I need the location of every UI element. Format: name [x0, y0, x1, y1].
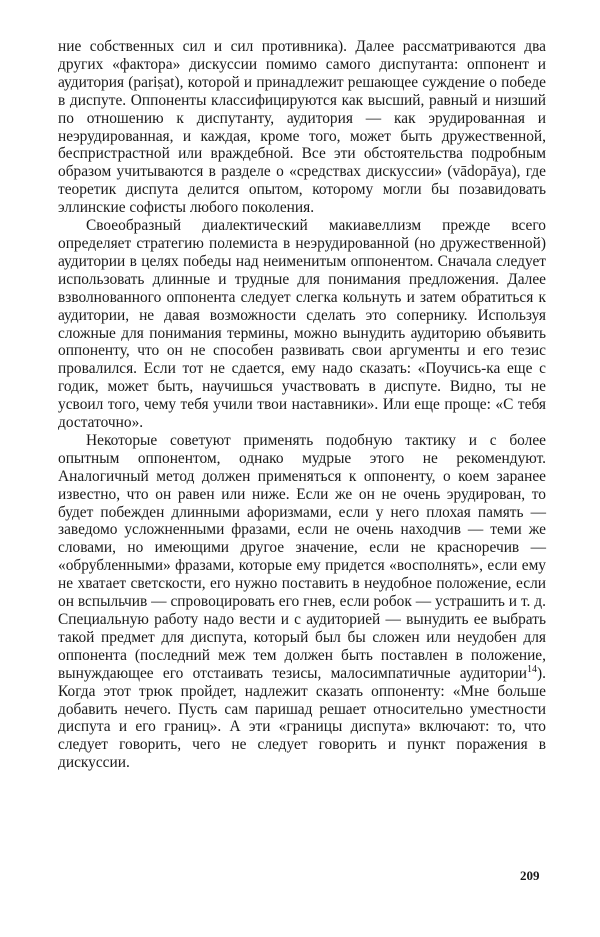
page-body: [58, 38, 546, 772]
page-number: 209: [520, 868, 540, 883]
paragraph-1: ние собственных сил и сил противника). Далее рассматриваются два других «фактора» дискуссии помимо самого диспутанта: оппонент и аудитория (pariṣat), которой и принадлежит решающее суждение о победе в диспуте. Оппоненты классифицируются как высший, равный и низший по отношению к диспутанту, аудитория — как эрудированная и неэрудированная, и каждая, кроме того, может быть дружественной, беспристрастной или враждебной. Все эти обстоятельства подробным образом учитываются в разделе о «средствах дискуссии» (vādopāya), где теоретик диспута делится опытом, которому могли бы позавидовать эллинские софисты любого поколения.: [58, 38, 546, 217]
paragraph-2: Своеобразный диалектический макиавеллизм прежде всего определяет стратегию полемиста в неэрудированной (но дружественной) аудитории в целях победы над неименитым оппонентом. Сначала следует использовать длинные и трудные для понимания предложения. Далее взволнованного оппонента следует слегка кольнуть и затем обратиться к аудитории, не давая возможности сделать это сопернику. Используя сложные для понимания термины, можно вынудить аудиторию объявить оппоненту, что он не способен развивать свои аргументы и его тезис провалился. Если тот не сдается, ему надо сказать: «Поучись-ка еще с годик, может быть, научишься участвовать в диспуте. Видно, ты не усвоил того, чему тебя учили твои наставники». Или еще проще: «С тебя достаточно».: [58, 217, 546, 432]
paragraph-3: [58, 432, 546, 772]
footnote-marker: 14: [527, 663, 538, 675]
paragraph-3-text-after: ). Когда этот трюк пройдет, надлежит сказать оппоненту: «Мне больше добавить нечего. Пусть сам паришад решает относительно уместности диспута и его границ». А эти «границы диспута» включают: то, что следует говорить, чего не следует говорить и пункт поражения в дискуссии.: [58, 664, 546, 772]
paragraph-3-text-before: Некоторые советуют применять подобную тактику и с более опытным оппонентом, однако мудрые этого не рекомендуют. Аналогичный метод должен применяться к оппоненту, о коем заранее известно, что он равен или ниже. Если же он не очень эрудирован, то будет побежден длинными афоризмами, если у него плохая память — заведомо усложненными фразами, если не очень находчив — теми же словами, но имеющими другое значение, если не красноречив — «обрубленными» фразами, которые ему придется «восполнять», если ему не хватает светскости, его нужно поставить в неудобное положение, если он вспыльчив — спровоцировать его гнев, если робок — устрашить и т. д. Специальную работу надо вести и с аудиторией — вынудить ее выбрать такой предмет для диспута, который был бы сложен или неудобен для оппонента (последний меж тем должен быть поставлен в положение, вынуждающее его отстаивать тезисы, малосимпатичные аудитории: [58, 431, 546, 682]
